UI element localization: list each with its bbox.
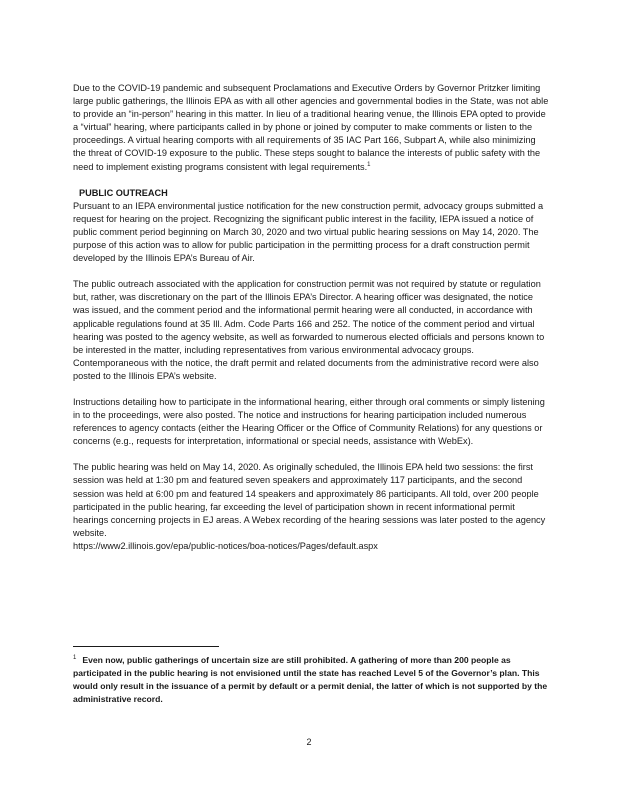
- footnote-reference: 1: [367, 161, 371, 168]
- footnote-mark: 1: [73, 655, 77, 662]
- outreach-paragraph-1: Pursuant to an IEPA environmental justice notification for the new construction permit, advocacy groups submitted a request for hearing on the project. Recognizing the significant public interest in the facility, IEPA issued a notice of public comment period beginning on March 30, 2020 and two virtual public hearing sessions on May 14, 2020. The purpose of this action was to allow for public participation in the permitting process for a draft construction permit developed by the Illinois EPA’s Bureau of Air.: [73, 200, 544, 264]
- outreach-paragraph-4: The public hearing was held on May 14, 2020. As originally scheduled, the Illinois EPA held two sessions: the first session was held at 1:30 pm and featured seven speakers and approximately 117 participants, and the second session was held at 6:00 pm and featured 14 speakers and approximately 86 participants. All told, over 200 people participated in the public hearing, far exceeding the level of participation shown in recent informational permit hearings concerning projects in EJ areas. A Webex recording of the hearing sessions was later posted to the agency website.: [73, 462, 546, 538]
- footnote-divider: [73, 646, 219, 647]
- outreach-paragraph-2: The public outreach associated with the application for construction permit was not required by statute or regulation but, rather, was discretionary on the part of the Illinois EPA’s Director. A hearing officer was designated, the notice was issued, and the comment period and the informational permit hearing were all conducted, in accordance with applicable regulations found at 35 Ill. Adm. Code Parts 166 and 252. The notice of the comment period and virtual hearing was posted to the agency website, as well as forwarded to numerous elected officials and persons known to be interested in the matter, including representatives from various environmental advocacy groups. Contemporaneous with the notice, the draft permit and related documents from the administrative record were also posted to the Illinois EPA’s website.: [73, 279, 545, 381]
- footnote: [73, 654, 553, 706]
- recording-url: https://www2.illinois.gov/epa/public-notices/boa-notices/Pages/default.aspx: [73, 540, 378, 551]
- body-text: [73, 82, 549, 553]
- page-number: 2: [306, 737, 312, 747]
- section-heading: PUBLIC OUTREACH: [79, 187, 168, 198]
- outreach-paragraph-3: Instructions detailing how to participate in the informational hearing, either through oral comments or simply listening in to the proceedings, were also posted. The notice and instructions for hearing participation included numerous references to agency contacts (either the Hearing Officer or the Office of Community Relations) for any questions or concerns (e.g., requests for interpretation, informational or special needs, assistance with WebEx).: [73, 396, 545, 447]
- footnote-text: Even now, public gatherings of uncertain size are still prohibited. A gathering of more than 200 people as participated in the public hearing is not envisioned until the state has reached Level 5 of the Governor’s plan. This would only result in the issuance of a permit by default or a permit denial, the latter of which is not supported by the administrative record.: [73, 655, 548, 704]
- intro-text: Due to the COVID-19 pandemic and subsequent Proclamations and Executive Orders by Governor Pritzker limiting large public gatherings, the Illinois EPA as with all other agencies and governmental bodies in the State, was not able to provide an “in-person” hearing in this matter. In lieu of a traditional hearing venue, the Illinois EPA opted to provide a “virtual” hearing, where participants called in by phone or joined by computer to make comments or listen to the proceedings. A virtual hearing comports with all requirements of 35 IAC Part 166, Subpart A, while also minimizing the threat of COVID-19 exposure to the public. These steps sought to balance the interests of public safety with the need to implement existing programs consistent with legal requirements.: [73, 83, 549, 172]
- intro-paragraph: [73, 82, 549, 174]
